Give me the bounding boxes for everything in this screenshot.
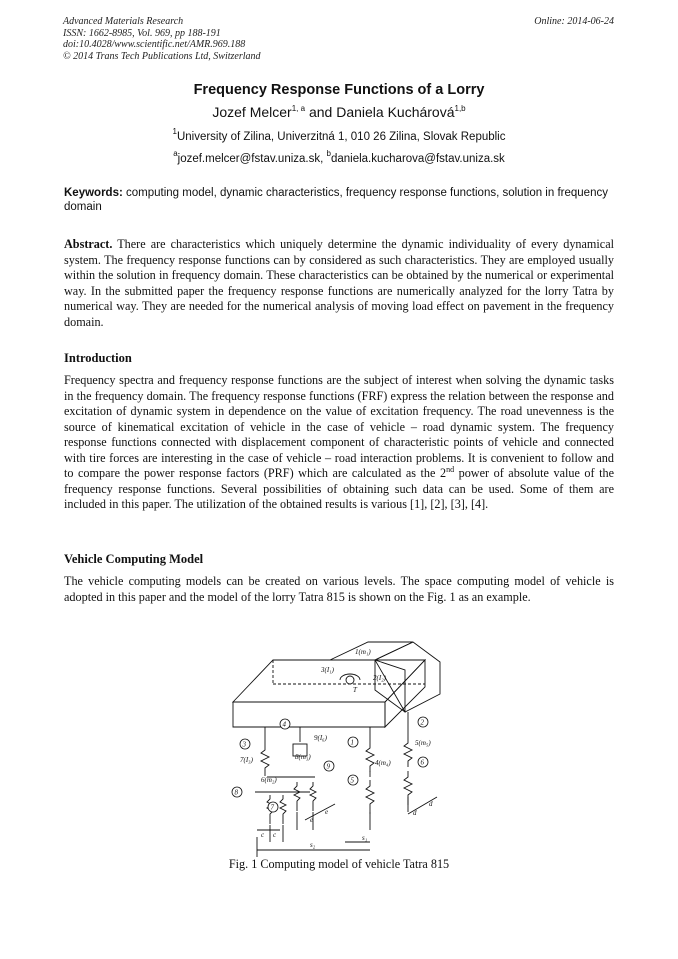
abstract-label: Abstract. (64, 237, 113, 251)
label-c2: c (273, 831, 277, 839)
abstract (64, 237, 614, 330)
email-a[interactable]: jozef.melcer@fstav.uniza.sk, (177, 153, 327, 165)
node-circle (280, 719, 290, 729)
label-i6: 9(I₆) (314, 734, 327, 742)
introduction-text-2: power of absolute value of the frequency response functions. Several possibilities of obtaining such data can be used. Some of them are included in this paper. The utilization of the obtained results is various [1], [2], [3], [4]. (64, 466, 614, 511)
email-b[interactable]: daniela.kucharova@fstav.uniza.sk (330, 153, 505, 165)
affiliation (0, 127, 678, 143)
emails (0, 149, 678, 165)
keywords-text: computing model, dynamic characteristics, frequency response functions, solution in frequency domain (64, 187, 608, 213)
node-circle (348, 737, 358, 747)
online-date: Online: 2014-06-24 (534, 16, 614, 27)
keywords-label: Keywords: (64, 187, 123, 199)
svg-text:6: 6 (420, 758, 424, 767)
author-and: and (305, 104, 337, 120)
label-m2: 6(m₂) (261, 776, 277, 784)
tire-spring (366, 780, 374, 814)
label-i1: 3(I₁) (321, 666, 334, 674)
email-b-sup: b (326, 149, 331, 158)
author-1: Jozef Melcer (212, 104, 292, 120)
spring-front (366, 742, 374, 772)
tire-spring-rear (310, 782, 316, 811)
issn: ISSN: 1662-8985, Vol. 969, pp 188-191 (63, 27, 221, 39)
spring-front-2 (404, 737, 412, 767)
introduction-heading: Introduction (64, 351, 132, 365)
vehicle-model-heading: Vehicle Computing Model (64, 552, 204, 566)
label-s2: s₂ (310, 841, 316, 849)
abstract-text: There are characteristics which uniquely determine the dynamic individuality of every dynamical system. The frequency response functions can by considered as such characteristics. They are employed usually within the solution in frequency domain. These characteristics can be obtained by the numerical or experimental way. In the submitted paper the frequency response functions are numerically analyzed for the lorry Tatra by numerical way. They are needed for the numerical analysis of moving load effect on pavement in the frequency domain. (64, 237, 614, 329)
tire-spring-rear (280, 795, 286, 824)
author-1-sup: 1, a (291, 104, 306, 113)
rotation-arrow (340, 674, 360, 680)
journal-header (63, 16, 261, 62)
svg-text:3: 3 (242, 740, 246, 749)
vehicle-model-paragraph: The vehicle computing models can be created on various levels. The space computing model of vehicle is adopted in this paper and the model of the lorry Tatra 815 is shown on the Fig. 1 as an example. (64, 574, 614, 604)
label-m3: 8(m₃) (295, 753, 311, 761)
node-circle (240, 739, 250, 749)
label-e1: e (310, 816, 314, 824)
label-i3: 7(I₃) (240, 756, 253, 764)
label-c1: c (261, 831, 265, 839)
label-d2: d (429, 800, 433, 808)
svg-text:1: 1 (350, 738, 354, 747)
label-d1: d (413, 809, 417, 817)
authors (0, 104, 678, 120)
svg-text:9: 9 (326, 762, 330, 771)
label-m4: 4(m₄) (375, 759, 391, 767)
node-circle (348, 775, 358, 785)
label-e2: e (325, 808, 329, 816)
label-m1: 1(m₁) (355, 648, 371, 656)
doi: doi:10.4028/www.scientific.net/AMR.969.188 (63, 39, 246, 51)
affiliation-text: University of Zilina, Univerzitná 1, 010 26 Zilina, Slovak Republic (176, 131, 506, 143)
affiliation-sup: 1 (172, 127, 177, 136)
introduction-paragraph (64, 373, 614, 513)
introduction-text-1: Frequency spectra and frequency response functions are the subject of interest when solving the dynamic tasks in the frequency domain. The frequency response functions (FRF) express the relation between the response and excitation of dynamic system in dependence on the value of excitation frequency. The road unevenness is the source of kinematical excitation of vehicle in the case of vehicle – road dynamic system. The frequency response functions connected with displacement component of characteristic points of vehicle and connected with tire forces are interesting in the case of vehicle – road interaction problems. It is convenient to follow and to compare the power response factors (PRF) which are calculated as the 2 (64, 373, 614, 480)
svg-text:4: 4 (282, 720, 286, 729)
introduction-sup: nd (446, 465, 455, 474)
figure-1 (225, 632, 445, 857)
node-circle (418, 717, 428, 727)
svg-text:5: 5 (350, 776, 354, 785)
body-front (233, 702, 385, 727)
journal-name: Advanced Materials Research (63, 16, 184, 27)
svg-text:2: 2 (420, 718, 424, 727)
author-2-sup: 1,b (454, 104, 466, 113)
center-of-gravity (346, 676, 354, 684)
svg-text:7: 7 (270, 803, 274, 812)
tire-spring-rear (294, 782, 300, 811)
node-circle (268, 802, 278, 812)
copyright: © 2014 Trans Tech Publications Ltd, Switzerland (63, 50, 261, 62)
spring (261, 742, 269, 776)
label-t: T (353, 686, 357, 694)
figure-caption: Fig. 1 Computing model of vehicle Tatra 815 (228, 857, 450, 871)
node-circle (232, 787, 242, 797)
vehicle-model-diagram (225, 632, 445, 857)
keywords (64, 186, 614, 214)
label-m5: 5(m₅) (415, 739, 431, 747)
node-circle (324, 761, 334, 771)
node-circle (418, 757, 428, 767)
paper-title: Frequency Response Functions of a Lorry (193, 82, 485, 98)
label-i2: 2(I₂) (373, 674, 386, 682)
author-2: Daniela Kuchárová (336, 104, 455, 120)
label-s1: s₁ (362, 834, 368, 842)
cabin-top (330, 642, 413, 660)
email-a-sup: a (173, 149, 178, 158)
svg-text:8: 8 (234, 788, 238, 797)
